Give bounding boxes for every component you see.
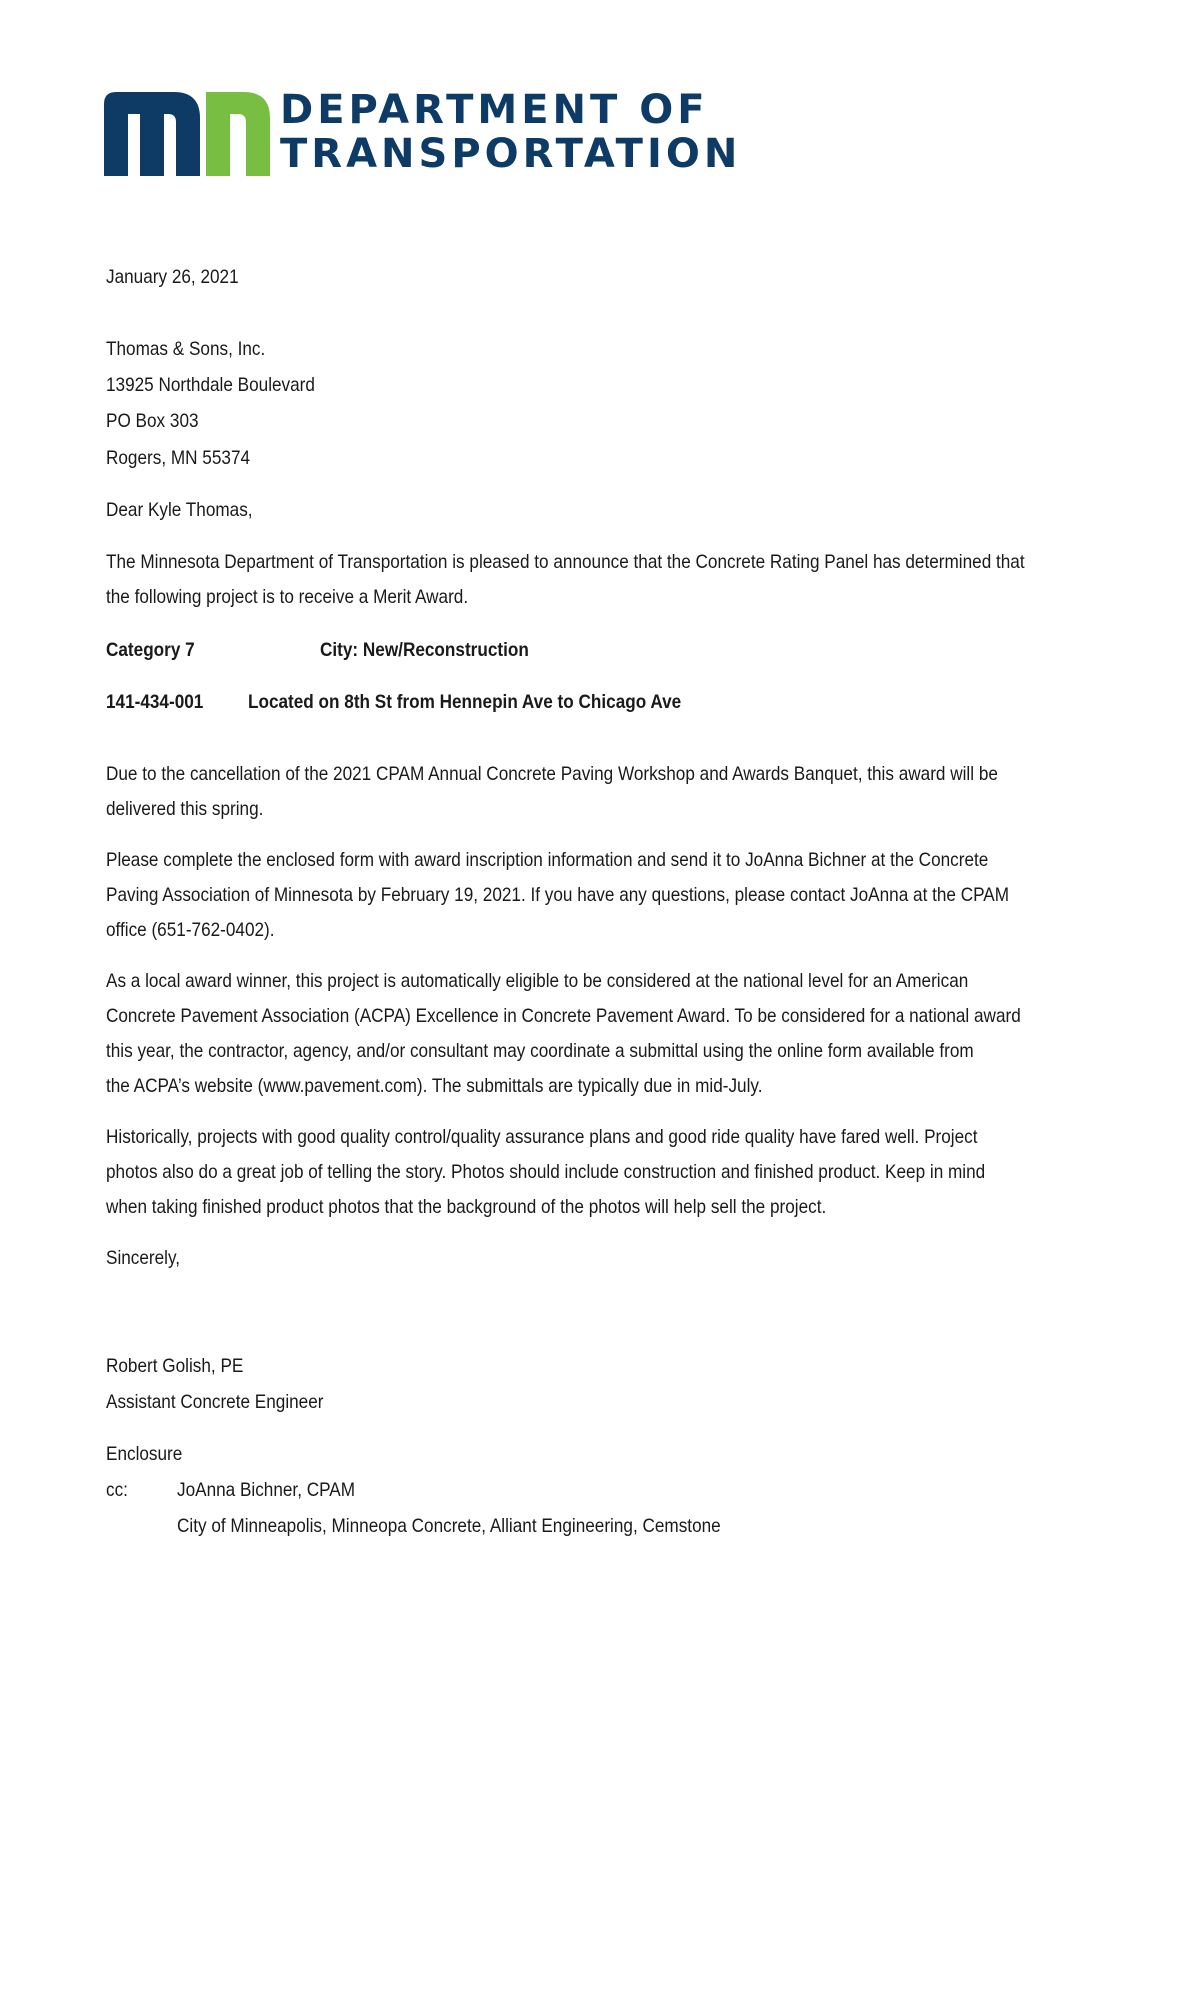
recipient-street: 13925 Northdale Boulevard	[106, 374, 315, 396]
paragraph-line: Historically, projects with good quality control/quality assurance plans and good ride quality have fared well. Project	[106, 1126, 978, 1148]
award-category-label: Category 7	[106, 639, 195, 661]
closing: Sincerely,	[106, 1247, 181, 1269]
recipient-city-state-zip: Rogers, MN 55374	[106, 447, 251, 469]
paragraph-line: As a local award winner, this project is automatically eligible to be considered at the national level for an American	[106, 970, 969, 992]
cc-recipient: City of Minneapolis, Minneopa Concrete, Alliant Engineering, Cemstone	[177, 1515, 721, 1537]
paragraph-line: office (651-762-0402).	[106, 919, 275, 941]
cc-recipient: JoAnna Bichner, CPAM	[177, 1479, 356, 1501]
signer-title: Assistant Concrete Engineer	[106, 1391, 324, 1413]
intro-line: The Minnesota Department of Transportation is pleased to announce that the Concrete Rating Panel has determined that	[106, 551, 1025, 573]
paragraph-line: Concrete Pavement Association (ACPA) Excellence in Concrete Pavement Award. To be considered for a national award	[106, 1005, 1021, 1027]
enclosure-note: Enclosure	[106, 1443, 183, 1465]
paragraph-line: delivered this spring.	[106, 798, 264, 820]
signer-name: Robert Golish, PE	[106, 1355, 244, 1377]
award-category-value: City: New/Reconstruction	[320, 639, 529, 661]
mndot-logo	[104, 87, 742, 180]
recipient-po-box: PO Box 303	[106, 410, 199, 432]
cc-label: cc:	[106, 1479, 128, 1501]
logo-line-1: DEPARTMENT OF	[280, 87, 709, 133]
recipient-company: Thomas & Sons, Inc.	[106, 338, 266, 360]
paragraph-line: this year, the contractor, agency, and/or consultant may coordinate a submittal using the online form available from	[106, 1040, 974, 1062]
paragraph-line: Due to the cancellation of the 2021 CPAM Annual Concrete Paving Workshop and Awards Banquet, this award will be	[106, 763, 998, 785]
logo-wordmark	[280, 88, 741, 176]
paragraph-line: the ACPA’s website (www.pavement.com). The submittals are typically due in mid-July.	[106, 1075, 763, 1097]
project-number: 141-434-001	[106, 691, 204, 713]
project-location: Located on 8th St from Hennepin Ave to Chicago Ave	[248, 691, 682, 713]
intro-line: the following project is to receive a Merit Award.	[106, 586, 469, 608]
letter-date: January 26, 2021	[106, 266, 239, 288]
mn-logo-mark-icon	[104, 92, 274, 176]
salutation: Dear Kyle Thomas,	[106, 499, 253, 521]
logo-line-2: TRANSPORTATION	[280, 131, 742, 177]
paragraph-line: Paving Association of Minnesota by February 19, 2021. If you have any questions, please contact JoAnna at the CPAM	[106, 884, 1010, 906]
paragraph-line: photos also do a great job of telling the story. Photos should include construction and finished product. Keep in mind	[106, 1161, 986, 1183]
paragraph-line: Please complete the enclosed form with award inscription information and send it to JoAnna Bichner at the Concrete	[106, 849, 989, 871]
paragraph-line: when taking finished product photos that the background of the photos will help sell the project.	[106, 1196, 827, 1218]
